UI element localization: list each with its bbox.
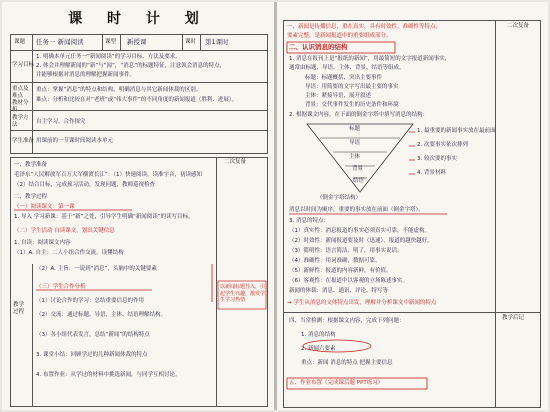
list-line-4: 导语：用简要的文字写出最主要的事实: [305, 84, 399, 90]
right-page: [277, 2, 548, 410]
body-line-7: （二）学生活动 自读课文，划出关键信息: [14, 228, 115, 234]
bottom-red-note: → 学生从消息的文体特点出发，理解并分析课文中新闻的特点: [287, 300, 437, 306]
pyramid-side-4: 4. 背景材料: [417, 170, 446, 176]
key-points-label: 重点及难点: [12, 86, 29, 99]
topic-value: 任务一 新闻阅读: [36, 38, 84, 46]
sub-heading-1: 二、认识消息的结构: [289, 43, 348, 51]
bottom-line-2: 1. 消息的结构: [301, 332, 336, 338]
process-label: 教学过程: [13, 302, 25, 315]
pyramid-caption: （倒金字塔结构）: [317, 195, 362, 201]
below-line-6: （4）准确性：用词准确，数据可靠。: [289, 258, 381, 264]
hours-label: 课时: [185, 39, 197, 45]
list-line-6: 背景：交代事件发生的历史条件和环境: [305, 102, 399, 108]
body-line-5: （一）阅读课文：第一课: [14, 204, 75, 210]
section-tag-left: 二次复备: [224, 159, 247, 165]
list-line-3: 标题：标题概括，突出主要事件: [305, 75, 383, 81]
body-line-8: 1. 自读：阅读课文内容: [14, 240, 71, 246]
below-line-2: 3. 消息的特点：: [289, 218, 329, 224]
bottom-tag: 教学后记: [502, 315, 525, 321]
section-tag-right: 二次复备: [507, 23, 530, 29]
body-line-3: （2）结合目标，完成预习活动，发现问题，教师巡视检查: [14, 182, 156, 188]
list-line-1: 1. 消息在报刊上是“报纸的新闻”，用最简短的文字报道新闻事实，: [289, 56, 451, 62]
body-line-9: （1）A. 自主：二人小组合作交流，读懂结构: [14, 250, 124, 256]
bottom-line-4: 重点：新闻 消息的特点 把握主要信息: [301, 360, 393, 366]
document-spread: [2, 2, 548, 410]
body-line-14: （3）各小组代表发言，总结“新闻”的结构特点: [36, 332, 150, 338]
type-label: 课型: [105, 39, 117, 45]
list-line-5: 主体：紧接导语，展开叙述: [305, 93, 372, 99]
goal-line-1: 1. 明确本单元任务一“新闻阅读”的学习目标、方法及要求。: [36, 54, 181, 60]
key-point-line-1: 重点：掌握“消息”的特点和结构，明确消息与其它新闻体裁的区别。: [36, 87, 202, 93]
methods-value: 自主学习、合作探究: [36, 119, 86, 125]
pyramid-level-2: 导语: [349, 140, 361, 146]
left-page: [2, 2, 275, 410]
body-line-12: （1）讨论合作的学习：总结重要信息的作用: [36, 298, 145, 304]
body-line-13: （2）交流：通过标题、导语、主体、结语理解结构。: [36, 312, 167, 318]
analysis-label: 教材分析: [12, 100, 29, 113]
pyramid-level-3: 主体: [349, 154, 361, 160]
below-line-1: 消息以时间为顺序，重要的事实放在前面（倒金字塔）。: [289, 207, 424, 213]
prep-value: 用课前的一节课时间阅读本单元: [36, 138, 114, 144]
list-line-2: 通常由标题、导语、主体、背景、结语等组成。: [289, 65, 405, 71]
type-value: 新授课: [127, 38, 147, 46]
body-line-1: 一、教学准备: [14, 162, 48, 168]
goal-line-2: 2. 体会并理解新闻的“新”与“闻”，“消息”的标题特征，注意领会消息的特点，: [36, 63, 226, 69]
bottom-line-1: 四、当堂检测：根据课文内容，完成下列问题：: [289, 318, 405, 324]
red-annotations-right: [277, 2, 548, 410]
pyramid-side-1: 1. 最重要的新闻事实放在最前面: [417, 128, 496, 134]
list-line-7: 2. 根据课文内容，在下面的倒金字塔中填写消息的结构：: [289, 112, 428, 118]
body-line-10: （2）A. 主旨：一说到“消息”，头脑中的关键要素: [36, 266, 157, 272]
body-line-11: （三）学生合作分析: [36, 284, 86, 290]
body-line-2: 毛泽东“人民解放军百万大军横渡长江”：（1）快速阅读，读准字音，初读感知: [14, 172, 202, 178]
pyramid-level-4: 背景: [352, 166, 364, 172]
pyramid-side-2: 2. 次要事实依次排列: [417, 142, 468, 148]
pyramid-level-1: 标题: [349, 126, 361, 132]
red-annotations-left: [2, 2, 275, 410]
pyramid-level-5: 结语: [353, 178, 365, 184]
goal-line-3: 并能够根据对消息的理解把握新闻事件。: [36, 72, 136, 78]
body-line-15: 3. 课堂小结：回顾学过的几种新闻体裁的特点: [36, 352, 148, 358]
margin-note: 以新闻标题导入，引起学生兴趣，激发学生学习热情: [220, 284, 266, 303]
below-line-5: （3）简明性：语言简洁、明了，用事实说话。: [289, 248, 403, 254]
topic-label: 课题: [14, 39, 26, 45]
homework-line: 五、作业布置（完成课后题 PPT练习）: [289, 380, 384, 386]
goals-label: 学习目标: [12, 62, 35, 68]
page-title: 课 时 计 划: [68, 11, 209, 27]
hours-value: 第1课时: [205, 38, 229, 46]
below-line-4: （2）时效性：新闻报道要及时（迅速），报道的越快越好。: [289, 238, 433, 244]
bottom-line-3: 2. 新闻六要素: [301, 346, 336, 352]
key-point-line-2: 难点：分析和比较在对“老班”或“伟大事件”的不同角度的新闻报道（胜利、进展）。: [36, 97, 238, 103]
body-line-4: 二、教学过程: [14, 194, 48, 200]
below-line-9: 新闻的体裁：消息、通讯、评论、特写等: [289, 288, 389, 294]
top-note-2: 要素完整，是新闻报道中的重要组成部分。: [287, 33, 392, 39]
prep-label: 学生准备: [12, 138, 35, 144]
body-line-16: 4. 布置作业：从学过的材料中挑选新闻，与同学互相讨论。: [36, 372, 181, 378]
below-line-3: （1）真实性：消息报道的事实必须真实可靠，不能虚构。: [289, 228, 431, 234]
methods-label: 教学方法: [12, 115, 29, 128]
below-line-7: （5）新鲜性：报道的内容新鲜，有价值。: [289, 268, 392, 274]
pyramid-side-3: 3. 较次要的事实: [417, 156, 457, 162]
body-line-6: 1. 导入 学习新课：基于“新”之处，引导学生明确“新闻阅读”的读写目标。: [14, 214, 194, 220]
below-line-8: （6）客观性：在报道中以客观的立场陈述事实。: [289, 278, 409, 284]
top-note: 一、新闻是传播信息，重在真实，具有时效性、准确性等特点；: [287, 24, 442, 30]
